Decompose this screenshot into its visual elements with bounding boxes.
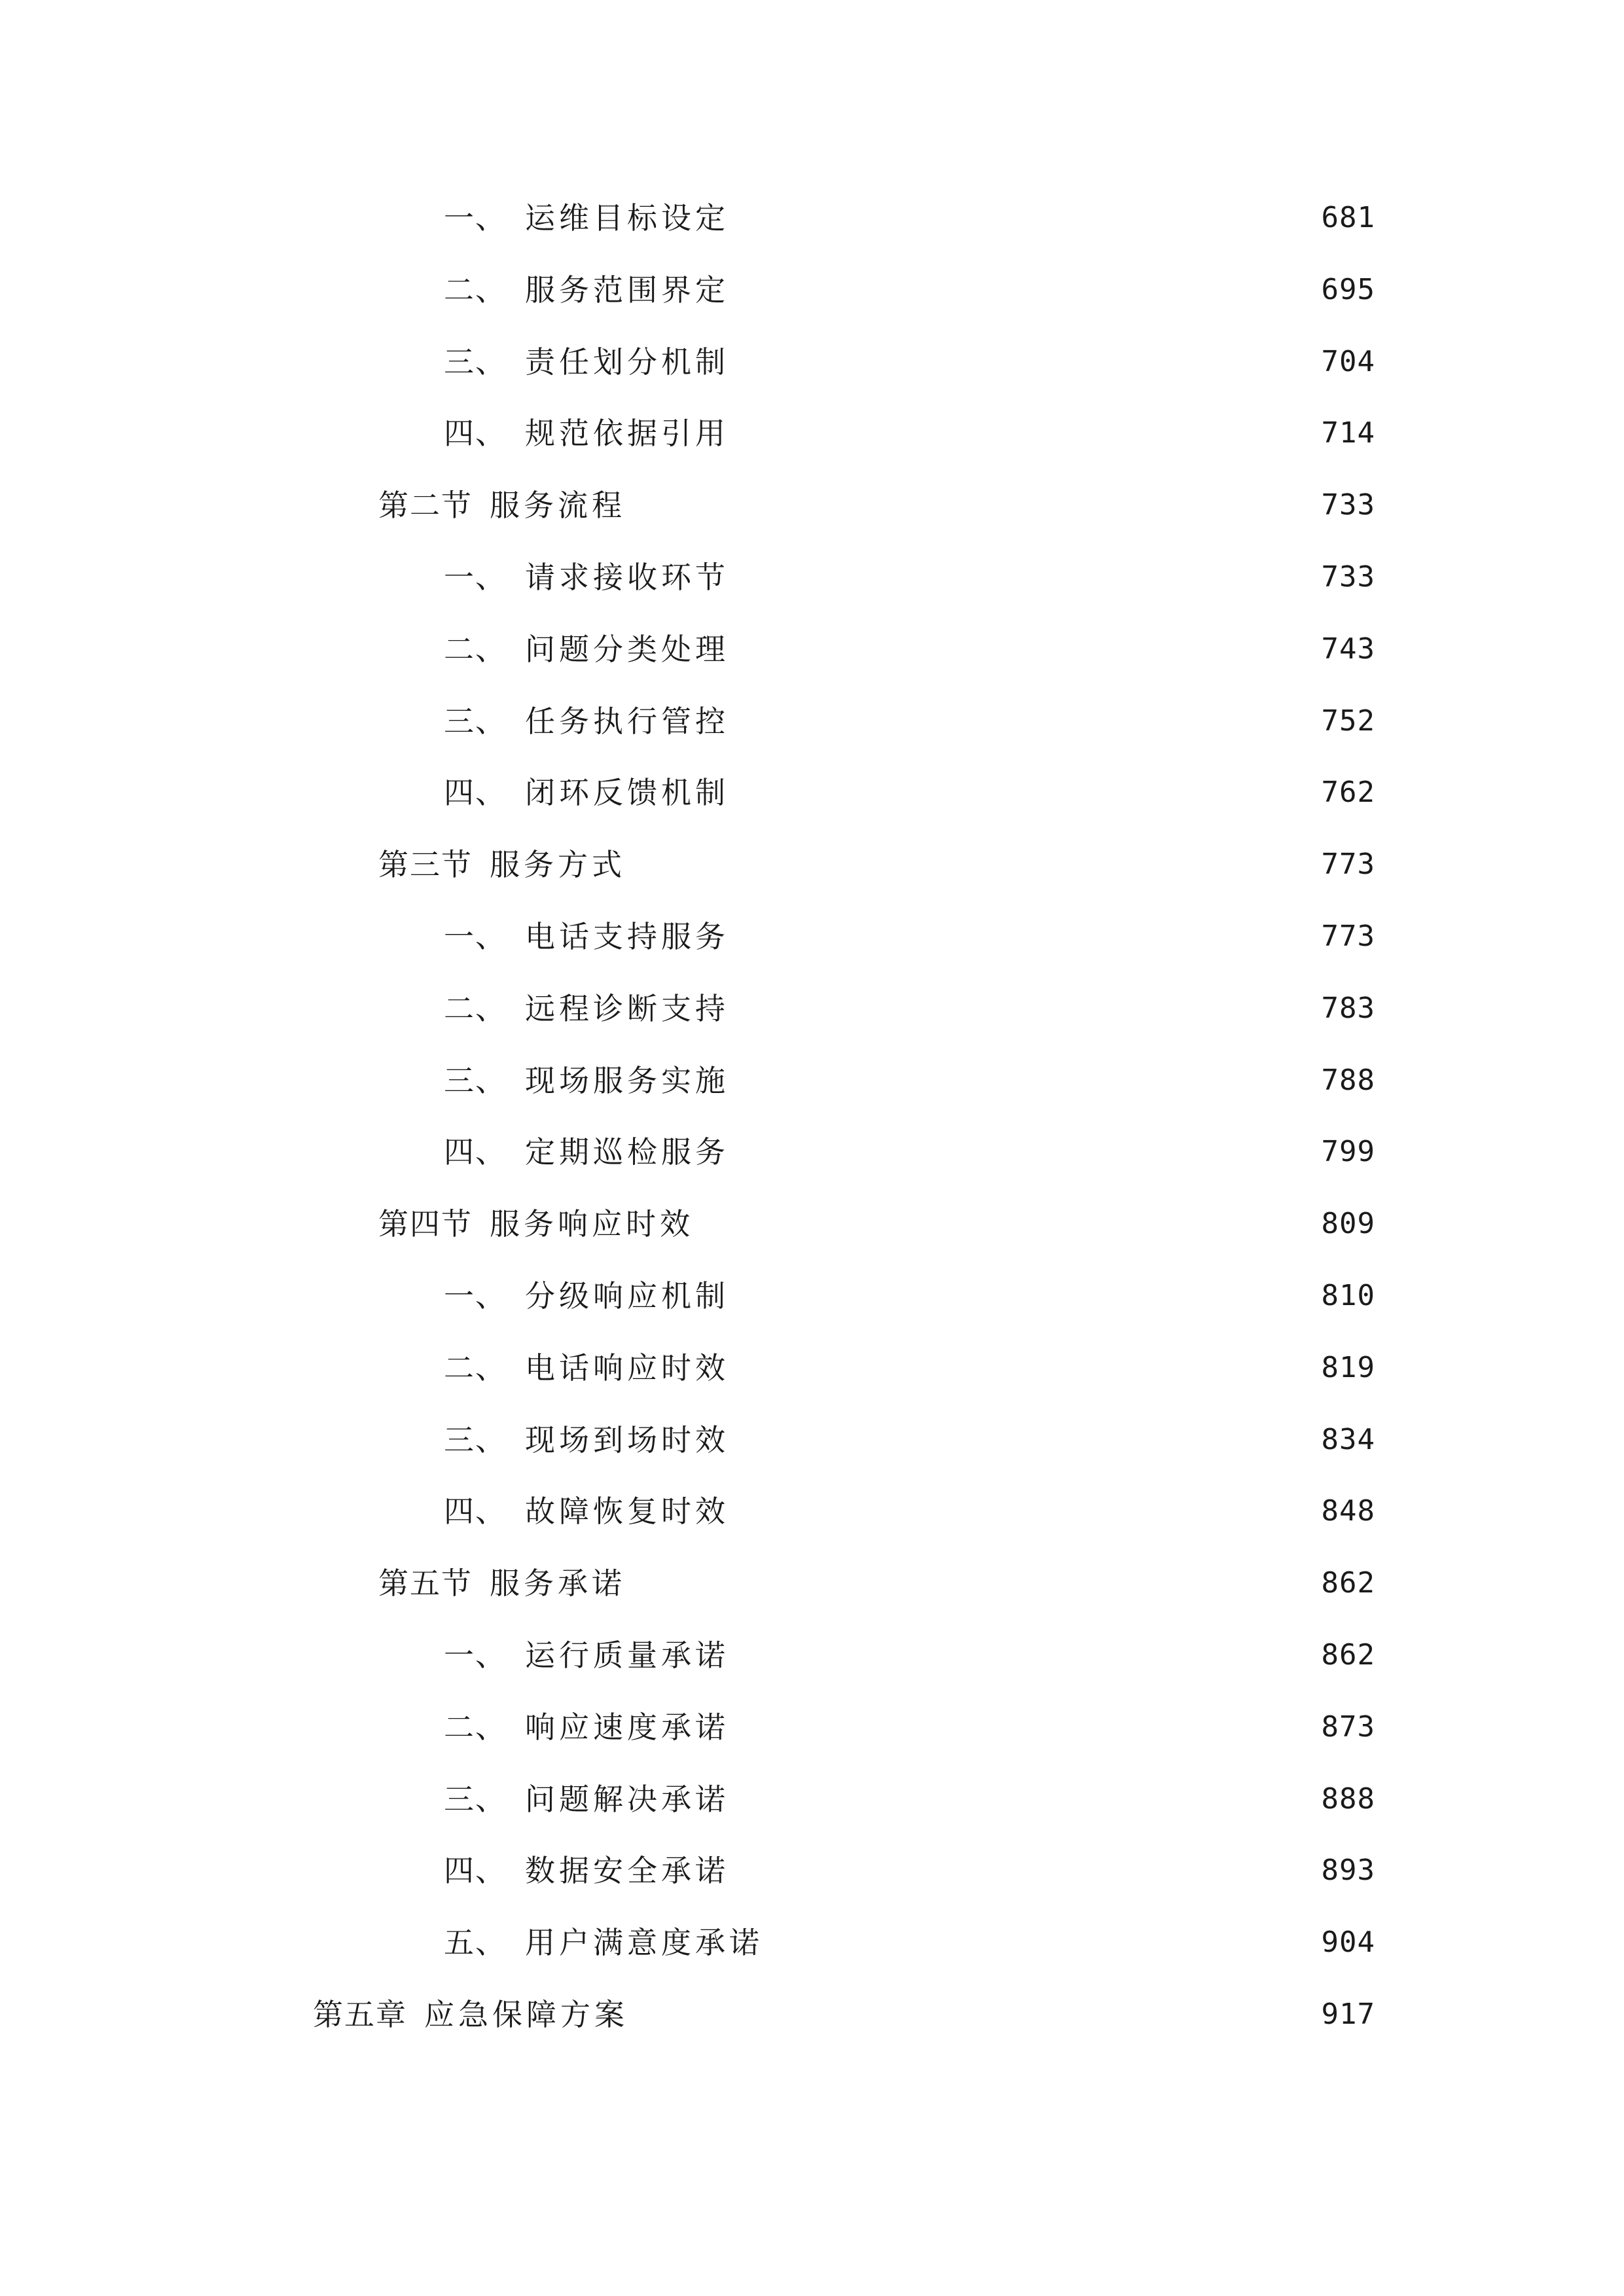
toc-entry-number: 四、 bbox=[444, 416, 507, 451]
toc-entry-title: 定期巡检服务 bbox=[525, 1134, 729, 1170]
toc-entry-title: 响应速度承诺 bbox=[525, 1710, 729, 1745]
toc-subsection-entry[interactable] bbox=[444, 757, 1375, 829]
toc-entry-page-number: 783 bbox=[1321, 992, 1375, 1025]
toc-subsection-entry[interactable] bbox=[444, 973, 1375, 1045]
toc-dot-leader bbox=[734, 275, 1312, 305]
toc-entry-title: 应急保障方案 bbox=[424, 1997, 628, 2032]
toc-entry-title: 数据安全承诺 bbox=[525, 1853, 729, 1888]
toc-dot-leader bbox=[631, 490, 1312, 520]
toc-entry-number: 三、 bbox=[444, 1422, 507, 1458]
toc-entry-page-number: 819 bbox=[1321, 1351, 1375, 1384]
toc-entry-number: 第五章 bbox=[313, 1997, 407, 2032]
toc-entry-page-number: 917 bbox=[1321, 1998, 1375, 2031]
toc-entry-title: 电话响应时效 bbox=[525, 1350, 729, 1386]
toc-dot-leader bbox=[734, 562, 1312, 592]
toc-entry-page-number: 681 bbox=[1321, 201, 1375, 234]
toc-entry-page-number: 862 bbox=[1321, 1638, 1375, 1672]
toc-subsection-entry[interactable] bbox=[444, 1260, 1375, 1332]
toc-dot-leader bbox=[734, 418, 1312, 448]
toc-entry-number: 第四节 bbox=[378, 1206, 473, 1242]
toc-subsection-entry[interactable] bbox=[444, 541, 1375, 613]
toc-entry-title: 问题分类处理 bbox=[525, 632, 729, 667]
toc-entry-number: 三、 bbox=[444, 1063, 507, 1098]
toc-section-entry[interactable] bbox=[378, 1547, 1375, 1619]
toc-entry-number: 二、 bbox=[444, 991, 507, 1026]
toc-subsection-entry[interactable] bbox=[444, 1763, 1375, 1835]
toc-dot-leader bbox=[734, 706, 1312, 736]
toc-subsection-entry[interactable] bbox=[444, 685, 1375, 757]
toc-dot-leader bbox=[734, 1496, 1312, 1526]
toc-entry-title: 远程诊断支持 bbox=[525, 991, 729, 1026]
toc-subsection-entry[interactable] bbox=[444, 1045, 1375, 1117]
toc-entry-title: 现场服务实施 bbox=[525, 1063, 729, 1098]
toc-subsection-entry[interactable] bbox=[444, 1691, 1375, 1763]
toc-subsection-entry[interactable] bbox=[444, 901, 1375, 973]
toc-dot-leader bbox=[734, 1353, 1312, 1383]
toc-dot-leader bbox=[734, 1281, 1312, 1311]
toc-dot-leader bbox=[734, 1425, 1312, 1455]
toc-dot-leader bbox=[734, 347, 1312, 377]
toc-entry-page-number: 762 bbox=[1321, 776, 1375, 809]
toc-entry-page-number: 862 bbox=[1321, 1566, 1375, 1600]
toc-dot-leader bbox=[734, 1640, 1312, 1670]
toc-entry-number: 四、 bbox=[444, 1134, 507, 1170]
toc-entry-title: 服务方式 bbox=[490, 847, 626, 882]
toc-subsection-entry[interactable] bbox=[444, 1332, 1375, 1404]
toc-entry-title: 故障恢复时效 bbox=[525, 1494, 729, 1529]
toc-dot-leader bbox=[734, 778, 1312, 808]
toc-entry-title: 服务响应时效 bbox=[490, 1206, 694, 1242]
toc-subsection-entry[interactable] bbox=[444, 1619, 1375, 1691]
toc-entry-number: 一、 bbox=[444, 919, 507, 954]
toc-dot-leader bbox=[634, 2000, 1312, 2030]
toc-entry-page-number: 893 bbox=[1321, 1854, 1375, 1887]
toc-entry-page-number: 799 bbox=[1321, 1135, 1375, 1168]
toc-dot-leader bbox=[734, 1712, 1312, 1742]
toc-entry-title: 用户满意度承诺 bbox=[525, 1925, 763, 1960]
toc-entry-number: 一、 bbox=[444, 1638, 507, 1673]
toc-subsection-entry[interactable] bbox=[444, 1835, 1375, 1907]
toc-entry-title: 任务执行管控 bbox=[525, 704, 729, 739]
toc-entry-title: 服务流程 bbox=[490, 488, 626, 523]
toc-subsection-entry[interactable] bbox=[444, 1907, 1375, 1979]
toc-entry-number: 四、 bbox=[444, 1494, 507, 1529]
toc-entry-page-number: 888 bbox=[1321, 1782, 1375, 1816]
toc-entry-page-number: 714 bbox=[1321, 416, 1375, 450]
toc-dot-leader bbox=[734, 634, 1312, 664]
toc-entry-number: 二、 bbox=[444, 1710, 507, 1745]
toc-subsection-entry[interactable] bbox=[444, 1404, 1375, 1476]
toc-entry-title: 请求接收环节 bbox=[525, 560, 729, 595]
toc-subsection-entry[interactable] bbox=[444, 1475, 1375, 1547]
toc-dot-leader bbox=[734, 1856, 1312, 1886]
toc-entry-page-number: 743 bbox=[1321, 632, 1375, 666]
toc-entry-page-number: 788 bbox=[1321, 1064, 1375, 1097]
toc-section-entry[interactable] bbox=[378, 829, 1375, 901]
toc-entry-number: 一、 bbox=[444, 200, 507, 236]
toc-entry-number: 一、 bbox=[444, 560, 507, 595]
toc-dot-leader bbox=[734, 922, 1312, 952]
toc-entry-number: 二、 bbox=[444, 1350, 507, 1386]
toc-entry-title: 责任划分机制 bbox=[525, 344, 729, 380]
toc-entry-page-number: 809 bbox=[1321, 1207, 1375, 1240]
toc-entry-page-number: 848 bbox=[1321, 1494, 1375, 1528]
toc-entry-page-number: 704 bbox=[1321, 345, 1375, 378]
toc-section-entry[interactable] bbox=[378, 469, 1375, 541]
toc-entry-number: 四、 bbox=[444, 775, 507, 810]
toc-entry-number: 四、 bbox=[444, 1853, 507, 1888]
toc-dot-leader bbox=[734, 1066, 1312, 1096]
toc-entry-number: 五、 bbox=[444, 1925, 507, 1960]
toc-entry-page-number: 810 bbox=[1321, 1279, 1375, 1312]
toc-chapter-entry[interactable] bbox=[313, 1979, 1375, 2051]
toc-subsection-entry[interactable] bbox=[444, 397, 1375, 469]
toc-entry-page-number: 695 bbox=[1321, 273, 1375, 306]
toc-entry-title: 服务承诺 bbox=[490, 1566, 626, 1601]
toc-dot-leader bbox=[734, 1137, 1312, 1167]
toc-entry-title: 闭环反馈机制 bbox=[525, 775, 729, 810]
toc-entry-page-number: 773 bbox=[1321, 920, 1375, 953]
toc-dot-leader bbox=[734, 994, 1312, 1024]
toc-entry-title: 运维目标设定 bbox=[525, 200, 729, 236]
toc-subsection-entry[interactable] bbox=[444, 326, 1375, 398]
toc-entry-title: 规范依据引用 bbox=[525, 416, 729, 451]
toc-entry-page-number: 752 bbox=[1321, 704, 1375, 738]
toc-section-entry[interactable] bbox=[378, 1188, 1375, 1260]
toc-entry-page-number: 733 bbox=[1321, 560, 1375, 594]
toc-entry-title: 现场到场时效 bbox=[525, 1422, 729, 1458]
toc-entry-number: 二、 bbox=[444, 272, 507, 308]
toc-entry-page-number: 733 bbox=[1321, 488, 1375, 522]
toc-entry-number: 一、 bbox=[444, 1278, 507, 1314]
toc-dot-leader bbox=[631, 1568, 1312, 1598]
toc-dot-leader bbox=[734, 203, 1312, 233]
toc-entry-number: 三、 bbox=[444, 344, 507, 380]
toc-entry-page-number: 904 bbox=[1321, 1926, 1375, 1959]
toc-subsection-entry[interactable] bbox=[444, 254, 1375, 326]
toc-dot-leader bbox=[768, 1928, 1312, 1958]
toc-entry-number: 三、 bbox=[444, 1782, 507, 1817]
toc-subsection-entry[interactable] bbox=[444, 613, 1375, 685]
toc-entry-title: 电话支持服务 bbox=[525, 919, 729, 954]
toc-entry-number: 二、 bbox=[444, 632, 507, 667]
toc-entry-title: 分级响应机制 bbox=[525, 1278, 729, 1314]
toc-entry-number: 第五节 bbox=[378, 1566, 473, 1601]
toc-entry-page-number: 773 bbox=[1321, 848, 1375, 881]
toc-entry-title: 问题解决承诺 bbox=[525, 1782, 729, 1817]
toc-subsection-entry[interactable] bbox=[444, 182, 1375, 254]
toc-subsection-entry[interactable] bbox=[444, 1116, 1375, 1188]
toc-entry-title: 服务范围界定 bbox=[525, 272, 729, 308]
toc-entry-number: 三、 bbox=[444, 704, 507, 739]
toc-entry-page-number: 873 bbox=[1321, 1710, 1375, 1744]
toc-dot-leader bbox=[631, 850, 1312, 880]
toc-entry-number: 第三节 bbox=[378, 847, 473, 882]
toc-dot-leader bbox=[734, 1784, 1312, 1814]
toc-entry-title: 运行质量承诺 bbox=[525, 1638, 729, 1673]
toc-entry-page-number: 834 bbox=[1321, 1423, 1375, 1456]
toc-entry-number: 第二节 bbox=[378, 488, 473, 523]
toc-dot-leader bbox=[699, 1209, 1312, 1239]
